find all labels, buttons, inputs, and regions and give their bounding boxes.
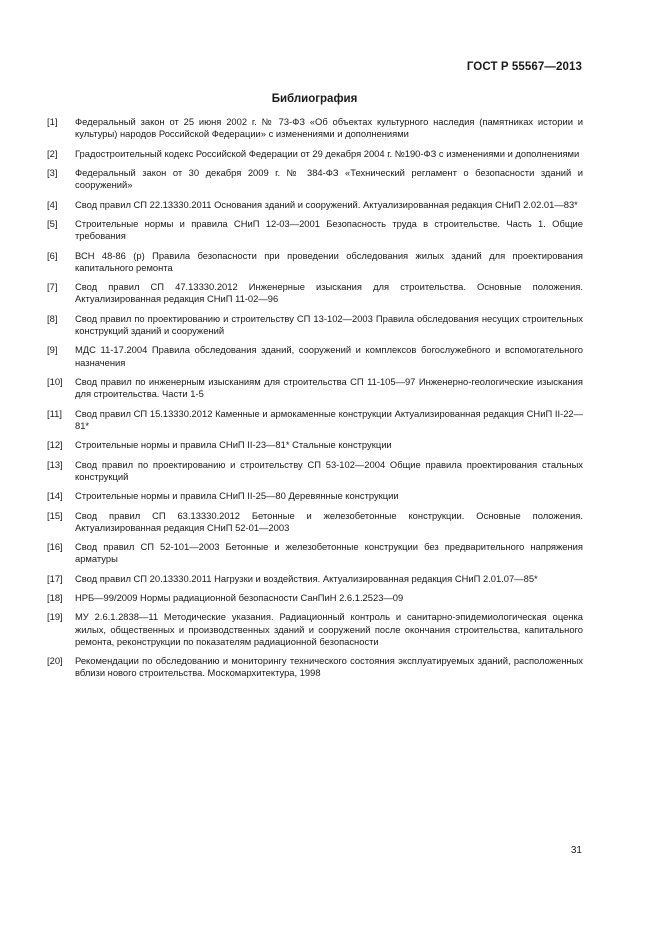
entry-number: [15] bbox=[47, 509, 63, 521]
bibliography-entry bbox=[47, 148, 583, 160]
entry-text: Свод правил СП 20.13330.2011 Нагрузки и воздействия. Актуализированная редакция СНиП 2.01.07—85* bbox=[75, 572, 538, 584]
entry-text: Свод правил СП 47.13330.2012 Инженерные изыскания для строительства. Основные положения. Актуализированная редакция СНиП 11-02—96 bbox=[75, 281, 583, 305]
entry-text: Свод правил СП 52-101—2003 Бетонные и железобетонные конструкции без предварительного напряжения арматуры bbox=[75, 541, 583, 565]
entry-number: [11] bbox=[47, 407, 62, 419]
bibliography-entry bbox=[47, 541, 583, 565]
entry-text: Федеральный закон от 30 декабря 2009 г. № 384-ФЗ «Технический регламент о безопасности зданий и сооружений» bbox=[75, 166, 583, 191]
entry-text: МДС 11-17.2004 Правила обследования зданий, сооружений и комплексов богослужебного и вспомогательного назначения bbox=[75, 344, 583, 368]
bibliography-entry bbox=[47, 655, 583, 679]
bibliography-entry bbox=[47, 218, 583, 242]
entry-text: Рекомендации по обследованию и мониторингу технического состояния эксплуатируемых зданий, расположенных вблизи нового строительства. Москомархитектура, 1998 bbox=[75, 655, 583, 679]
entry-number: [6] bbox=[47, 249, 58, 261]
entry-number: [12] bbox=[47, 439, 63, 451]
bibliography-entry bbox=[47, 573, 583, 585]
bibliography-entry bbox=[47, 611, 583, 648]
entry-text: Свод правил СП 63.13330.2012 Бетонные и железобетонные конструкции. Основные положения. Актуализированная редакция СНиП 52-01—2003 bbox=[75, 509, 583, 533]
entry-number: [19] bbox=[47, 611, 63, 623]
bibliography-entry bbox=[47, 116, 583, 140]
entry-number: [16] bbox=[47, 541, 63, 553]
entry-text: НРБ—99/2009 Нормы радиационной безопасности СанПиН 2.6.1.2523—09 bbox=[75, 592, 404, 604]
entry-number: [9] bbox=[47, 344, 58, 356]
entry-text: МУ 2.6.1.2838—11 Методические указания. Радиационный контроль и санитарно-эпидемиологическая оценка жилых, общественных и производственных зданий и сооружений после окончания строительства, капитального ремонта, реконструкции по показателям радиационной безопасности bbox=[75, 611, 583, 647]
entry-number: [17] bbox=[47, 572, 63, 584]
bibliography-entry bbox=[47, 250, 583, 274]
page-title: Библиография bbox=[271, 93, 358, 105]
entry-number: [18] bbox=[47, 592, 63, 604]
bibliography-entry bbox=[47, 439, 583, 451]
entry-number: [10] bbox=[47, 375, 63, 387]
entry-number: [4] bbox=[47, 198, 58, 210]
entry-text: Свод правил по проектированию и строительству СП 13-102—2003 Правила обследования несущих строительных конструкций зданий и сооружений bbox=[75, 312, 583, 336]
bibliography-entry bbox=[47, 199, 583, 211]
entry-number: [2] bbox=[47, 147, 58, 159]
bibliography-entry bbox=[47, 167, 583, 191]
entry-number: [5] bbox=[47, 217, 58, 229]
page-number: 31 bbox=[570, 845, 582, 856]
bibliography-entry bbox=[47, 592, 583, 604]
entry-number: [8] bbox=[47, 312, 58, 324]
entry-number: [7] bbox=[47, 281, 58, 293]
bibliography-entry bbox=[47, 510, 583, 534]
bibliography-entry bbox=[47, 376, 583, 400]
bibliography-entry bbox=[47, 490, 583, 502]
bibliography-entry bbox=[47, 281, 583, 305]
entry-number: [20] bbox=[47, 655, 63, 667]
entry-text: Градостроительный кодекс Российской Федерации от 29 декабря 2004 г. №190-ФЗ с изменениями и дополнениями bbox=[75, 147, 580, 159]
entry-number: [13] bbox=[47, 458, 63, 470]
entry-text: Строительные нормы и правила СНиП II-23—81* Стальные конструкции bbox=[75, 439, 392, 451]
standard-designation: ГОСТ Р 55567—2013 bbox=[466, 61, 582, 73]
entry-number: [3] bbox=[47, 166, 58, 178]
entry-text: ВСН 48-86 (р) Правила безопасности при проведении обследования жилых зданий для проектирования капитального ремонта bbox=[75, 249, 583, 273]
bibliography-entry bbox=[47, 459, 583, 483]
entry-text: Федеральный закон от 25 июня 2002 г. № 73-ФЗ «Об объектах культурного наследия (памятниках истории и культуры) народов Российской Федерации» с изменениями и дополнениями bbox=[75, 116, 583, 140]
bibliography-list bbox=[47, 116, 583, 687]
entry-number: [14] bbox=[47, 490, 63, 502]
entry-text: Строительные нормы и правила СНиП II-25—80 Деревянные конструкции bbox=[75, 490, 399, 502]
entry-number: [1] bbox=[47, 116, 58, 127]
entry-text: Свод правил по проектированию и строительству СП 53-102—2004 Общие правила проектирования стальных конструкций bbox=[75, 458, 583, 482]
entry-text: Свод правил по инженерным изысканиям для строительства СП 11-105—97 Инженерно-геологические изыскания для строительства. Части 1-5 bbox=[75, 375, 583, 400]
entry-text: Строительные нормы и правила СНиП 12-03—2001 Безопасность труда в строительстве. Часть 1. Общие требования bbox=[75, 217, 583, 242]
entry-text: Свод правил СП 22.13330.2011 Основания зданий и сооружений. Актуализированная редакция СНиП 2.02.01—83* bbox=[75, 198, 578, 210]
bibliography-entry bbox=[47, 313, 583, 337]
entry-text: Свод правил СП 15.13330.2012 Каменные и армокаменные конструкции Актуализированная редакция СНиП II-22—81* bbox=[75, 407, 583, 431]
bibliography-entry bbox=[47, 408, 583, 432]
bibliography-entry bbox=[47, 344, 583, 368]
